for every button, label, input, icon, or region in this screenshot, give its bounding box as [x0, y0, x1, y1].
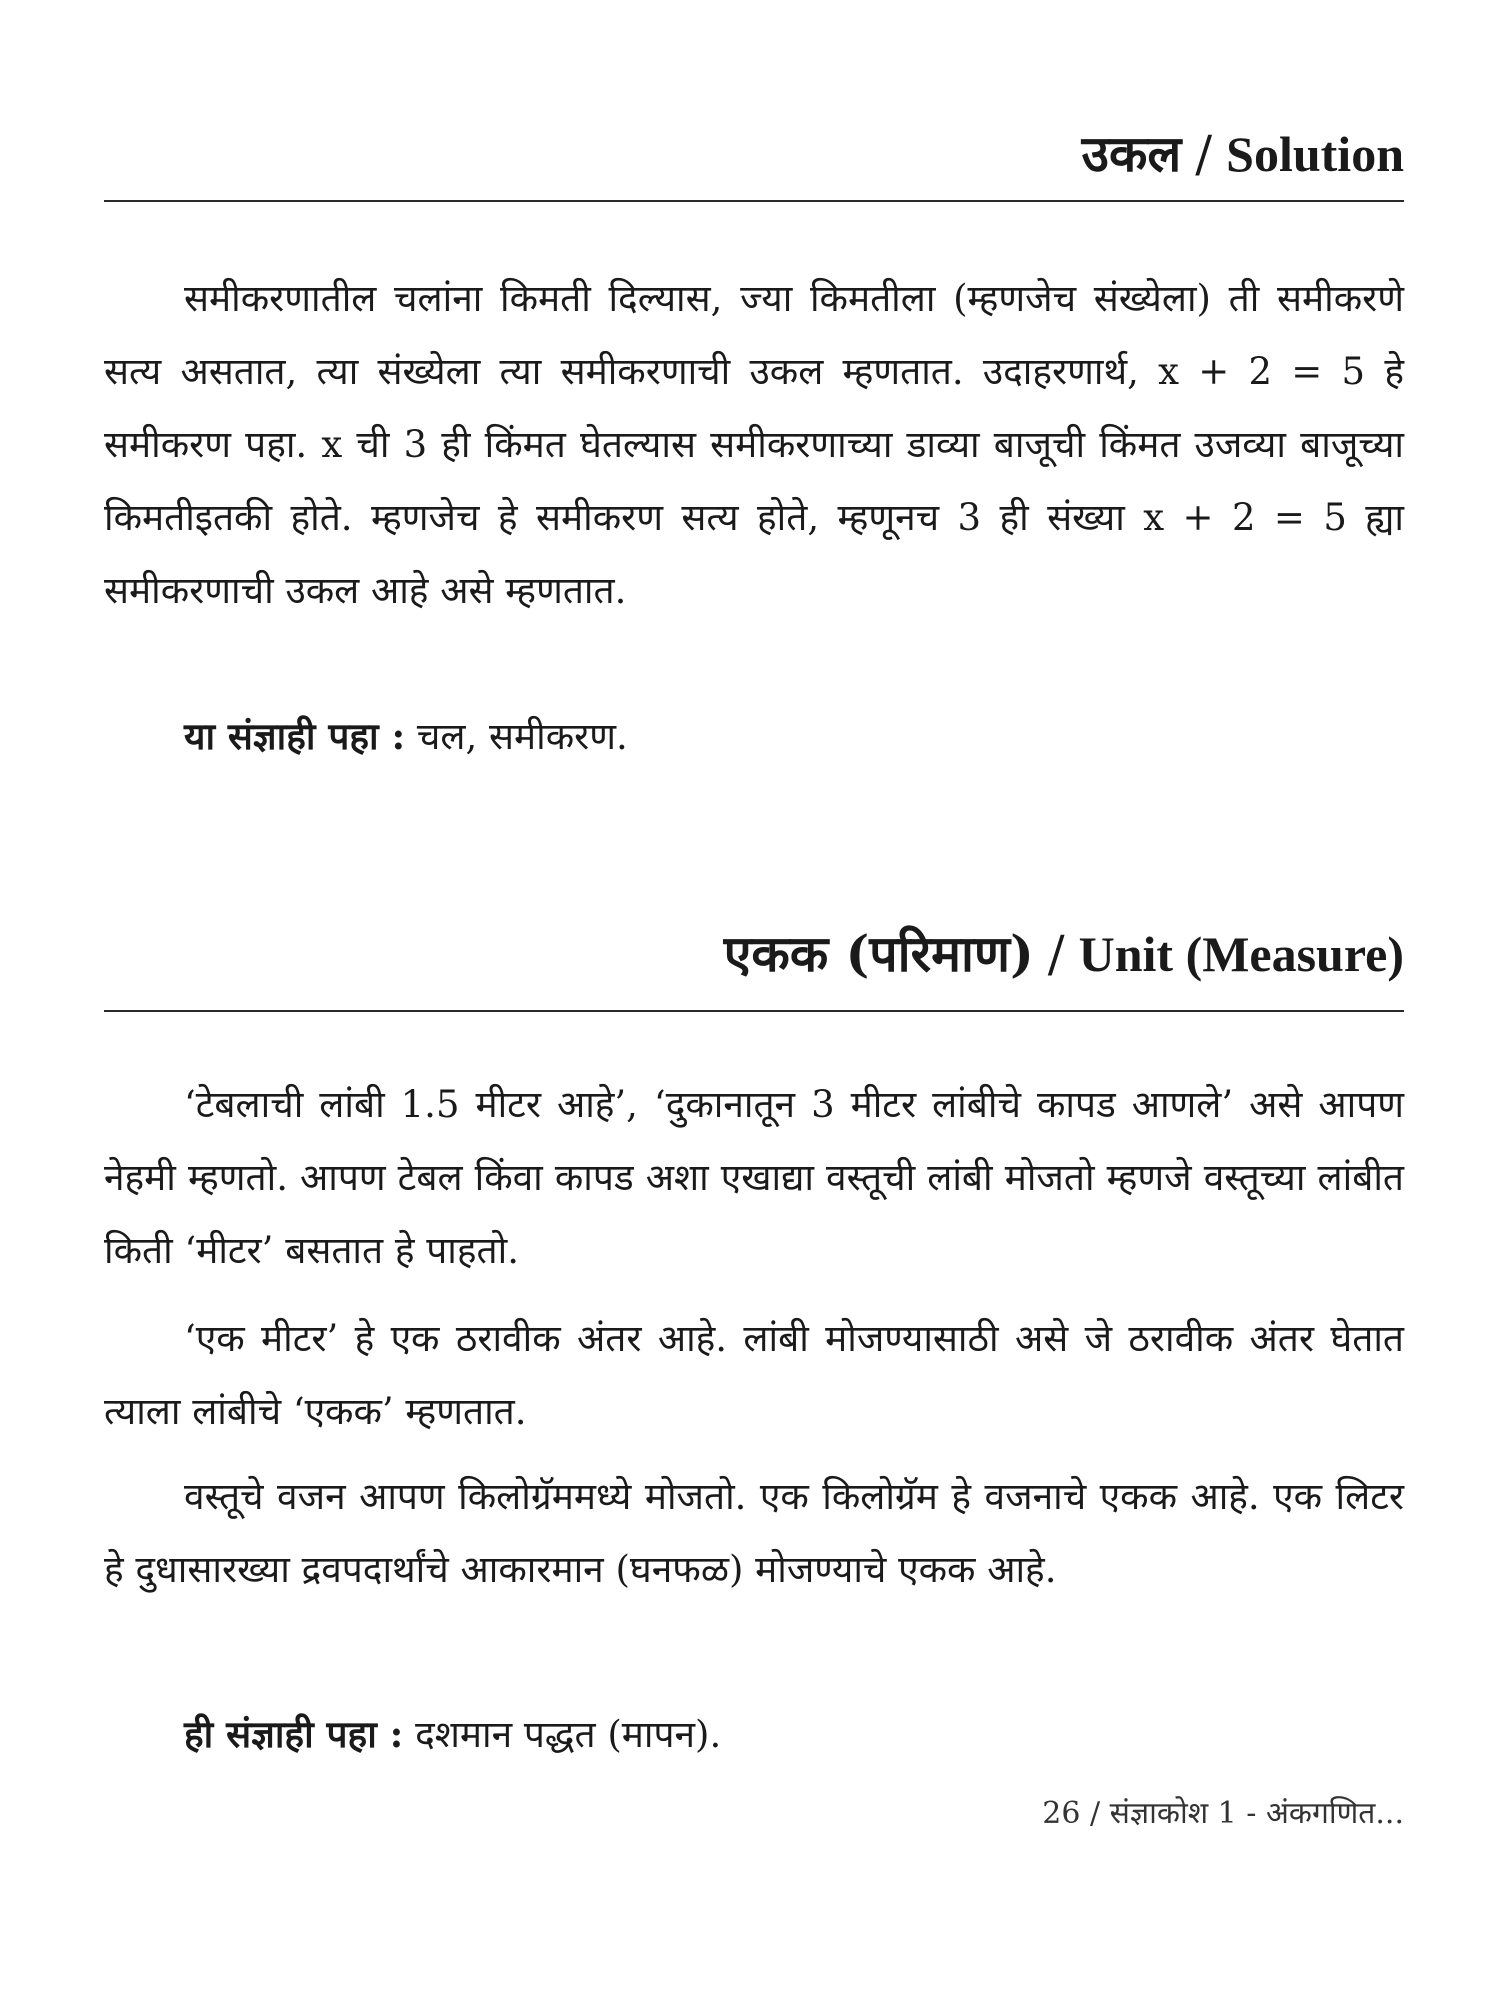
see-also-label: या संज्ञाही पहा :	[184, 714, 406, 758]
see-also-label: ही संज्ञाही पहा :	[184, 1712, 404, 1756]
paragraph: ‘टेबलाची लांबी 1.5 मीटर आहे’, ‘दुकानातून 3 मीटर लांबीचे कापड आणले’ असे आपण नेहमी म्हणतो. आपण टेबल किंवा कापड अशा एखाद्या वस्तूची लांबी मोजतो म्हणजे वस्तूच्या लांबीत किती ‘मीटर’ बसतात हे पाहतो.	[104, 1083, 1404, 1272]
page-footer	[104, 1794, 1404, 1834]
book-title: संज्ञाकोश 1 - अंकगणित...	[1109, 1796, 1404, 1831]
see-also-line	[184, 1698, 1404, 1771]
heading-english: Unit (Measure)	[1078, 926, 1404, 982]
heading-marathi: एकक (परिमाण)	[723, 924, 1034, 983]
paragraph: वस्तूचे वजन आपण किलोग्रॅममध्ये मोजतो. एक किलोग्रॅम हे वजनाचे एकक आहे. एक लिटर हे दुधासारख्या द्रवपदार्थांचे आकारमान (घनफळ) मोजण्याचे एकक आहे.	[104, 1475, 1404, 1591]
footer-separator: /	[1090, 1796, 1101, 1831]
paragraph: ‘एक मीटर’ हे एक ठरावीक अंतर आहे. लांबी मोजण्यासाठी असे जे ठरावीक अंतर घेतात त्याला लांबीचे ‘एकक’ म्हणतात.	[104, 1317, 1404, 1433]
heading-english: Solution	[1226, 126, 1404, 182]
section-heading-unit	[104, 922, 1404, 986]
see-also-terms: चल, समीकरण.	[405, 715, 628, 758]
paragraph: समीकरणातील चलांना किमती दिल्यास, ज्या किमतीला (म्हणजेच संख्येला) ती समीकरणे सत्य असतात, त्या संख्येला त्या समीकरणाची उकल म्हणतात. उदाहरणार्थ, x + 2 = 5 हे समीकरण पहा. x ची 3 ही किंमत घेतल्यास समीकरणाच्या डाव्या बाजूची किंमत उजव्या बाजूच्या किमतीइतकी होते. म्हणजेच हे समीकरण सत्य होते, म्हणूनच 3 ही संख्या x + 2 = 5 ह्या समीकरणाची उकल आहे असे म्हणतात.	[104, 277, 1404, 612]
heading-separator: /	[1195, 125, 1213, 183]
heading-rule	[104, 200, 1404, 202]
heading-rule	[104, 1010, 1404, 1012]
page-number: 26	[1042, 1796, 1081, 1831]
section-heading-solution	[104, 122, 1404, 186]
see-also-terms: दशमान पद्धत (मापन).	[403, 1713, 722, 1756]
heading-marathi: उकल	[1081, 124, 1182, 183]
see-also-line	[184, 700, 1404, 773]
heading-separator: /	[1047, 925, 1065, 983]
